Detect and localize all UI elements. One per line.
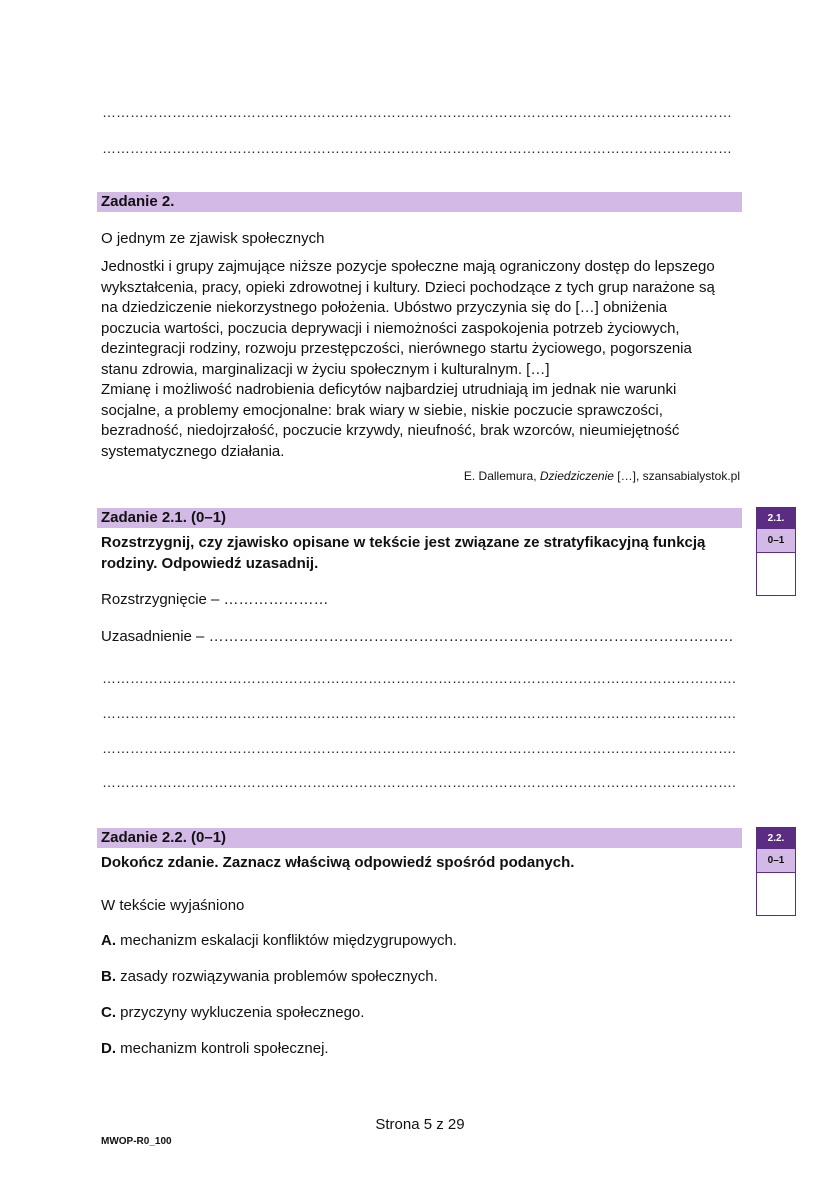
decision-field[interactable]: Rozstrzygnięcie – ………………… <box>101 591 329 608</box>
task-2-intro: O jednym ze zjawisk społecznych <box>101 230 325 247</box>
source-author: E. Dallemura, <box>463 469 540 483</box>
option-text: zasady rozwiązywania problemów społecznych. <box>116 968 438 985</box>
text-line: na dziedziczenie niekorzystnego położenia. Ubóstwo przyczynia się do […] obniżenia <box>101 299 668 316</box>
score-box-id: 2.2. <box>757 828 795 849</box>
option-letter: A. <box>101 932 116 949</box>
option-text: mechanizm kontroli społecznej. <box>116 1040 329 1057</box>
justification-field[interactable]: Uzasadnienie – …………………………………………………………………………………………… <box>101 628 734 645</box>
text-line: socjalne, a problemy emocjonalne: brak wiary w siebie, niskie poczucie sprawczości, <box>101 401 663 419</box>
score-box-id: 2.1. <box>757 508 795 529</box>
option-d[interactable] <box>101 1040 329 1057</box>
option-letter: B. <box>101 968 116 985</box>
text-line: poczucia wartości, poczucia deprywacji i niemożności zaspokojenia potrzeb życiowych, <box>101 319 680 337</box>
justification-line-4[interactable]: ………………………………………………………………………………………………………………………. <box>102 774 736 790</box>
option-letter: D. <box>101 1040 116 1057</box>
task-2-1-header: Zadanie 2.1. (0–1) <box>97 508 742 528</box>
instruction-line: rodziny. Odpowiedź uzasadnij. <box>101 554 319 572</box>
task-2-2-header: Zadanie 2.2. (0–1) <box>97 828 742 848</box>
source-citation <box>464 469 740 483</box>
option-a[interactable] <box>101 932 457 949</box>
task-2-1-instruction <box>101 533 705 574</box>
text-line: stanu zdrowia, marginalizacji w życiu społecznym i kulturalnym. […] <box>101 360 550 378</box>
score-box-2-1 <box>756 507 796 596</box>
text-line: Jednostki i grupy zajmujące niższe pozycje społeczne mają ograniczony dostęp do lepszego <box>101 258 715 275</box>
text-line: Zmianę i możliwość nadrobienia deficytów najbardziej utrudniają im jednak nie warunki <box>101 381 677 398</box>
answer-line-1[interactable]: ……………………………………………………………………………………………………………………… <box>102 104 732 120</box>
task-2-header: Zadanie 2. <box>97 192 742 212</box>
score-box-empty-cell[interactable] <box>757 553 795 595</box>
option-b[interactable] <box>101 968 438 985</box>
justification-line-1[interactable]: ………………………………………………………………………………………………………………………. <box>102 670 736 686</box>
score-box-points: 0–1 <box>757 529 795 553</box>
page-number: Strona 5 z 29 <box>375 1116 465 1133</box>
score-box-empty-cell[interactable] <box>757 873 795 915</box>
option-c[interactable] <box>101 1004 364 1021</box>
option-text: mechanizm eskalacji konfliktów międzygrupowych. <box>116 932 457 949</box>
score-box-points: 0–1 <box>757 849 795 873</box>
exam-code: MWOP-R0_100 <box>101 1136 172 1147</box>
justification-line-2[interactable]: ………………………………………………………………………………………………………………………. <box>102 705 736 721</box>
text-line: wykształcenia, pracy, opieki zdrowotnej i kultury. Dzieci pochodzące z tych grup narażone są <box>101 278 715 296</box>
option-letter: C. <box>101 1004 116 1021</box>
source-title: Dziedziczenie <box>539 469 614 483</box>
option-text: przyczyny wykluczenia społecznego. <box>116 1004 365 1021</box>
score-box-2-2 <box>756 827 796 916</box>
task-2-source-text <box>101 257 715 462</box>
task-2-2-stem: W tekście wyjaśniono <box>101 897 245 914</box>
source-rest: […], szansabialystok.pl <box>613 469 740 483</box>
text-line: bezradność, niedojrzałość, poczucie krzywdy, nieufność, brak wzorców, nieumiejętność <box>101 422 680 439</box>
text-line: systematycznego działania. <box>101 442 285 460</box>
text-line: dezintegracji rodziny, rozwoju przestępczości, nierównego startu życiowego, pogorszenia <box>101 340 692 357</box>
task-2-2-instruction: Dokończ zdanie. Zaznacz właściwą odpowiedź spośród podanych. <box>101 854 575 871</box>
instruction-line: Rozstrzygnij, czy zjawisko opisane w tekście jest związane ze stratyfikacyjną funkcją <box>101 534 706 551</box>
justification-line-3[interactable]: ………………………………………………………………………………………………………………………. <box>102 740 736 756</box>
answer-line-2[interactable]: ……………………………………………………………………………………………………………………… <box>102 140 732 156</box>
